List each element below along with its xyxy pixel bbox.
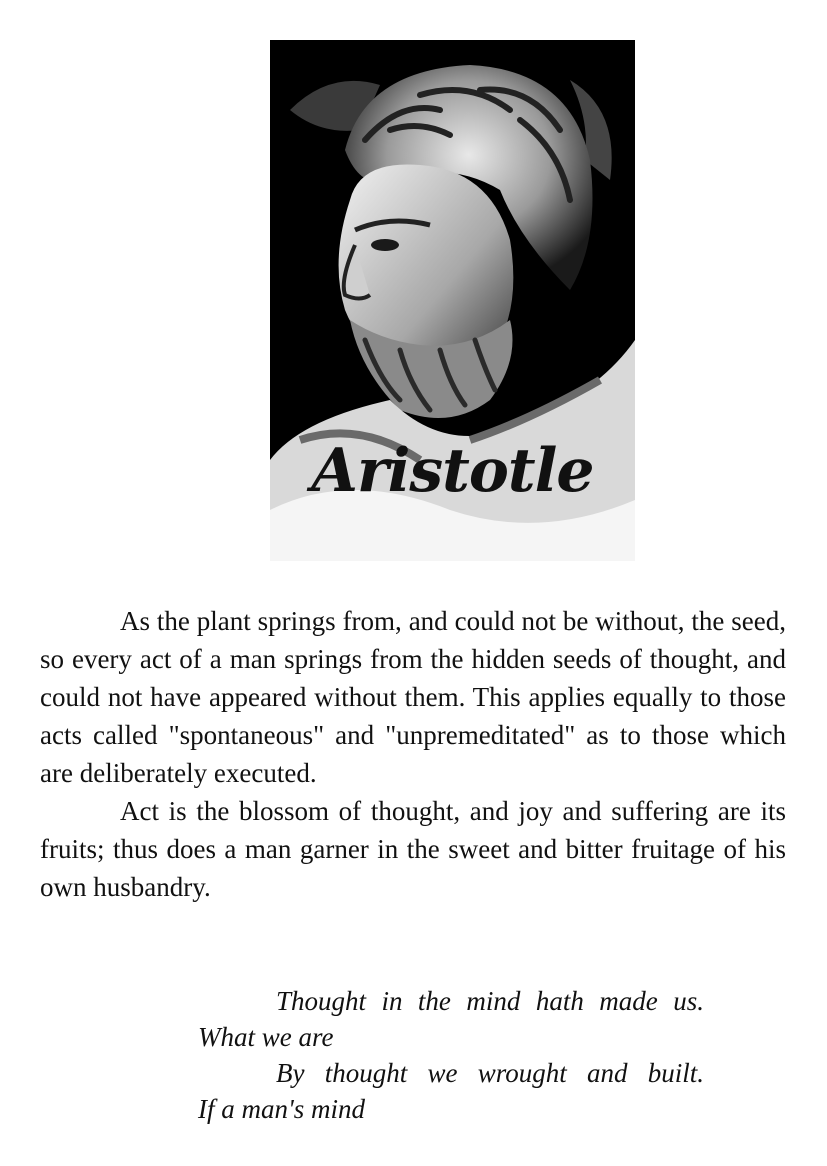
paragraph: Act is the blossom of thought, and joy and suffering are its fruits; thus does a man garner in the sweet and bitter fruitage of his own husbandry. [40, 796, 786, 902]
verse-line: If a man's mind [198, 1094, 366, 1124]
paragraph: As the plant springs from, and could not be without, the seed, so every act of a man springs from the hidden seeds of thought, and could not have appeared without them. This applies equally to those acts called "spontaneous" and "unpremeditated" as to those which are deliberately executed. [40, 606, 786, 788]
portrait-caption: Aristotle [311, 436, 594, 506]
verse-line: What we are [198, 1022, 334, 1052]
verse-line: By thought we wrought and built. [276, 1058, 704, 1088]
aristotle-portrait [270, 40, 635, 561]
verse-block [198, 983, 704, 1127]
body-text [40, 602, 786, 906]
verse-line: Thought in the mind hath made us. [276, 986, 704, 1016]
